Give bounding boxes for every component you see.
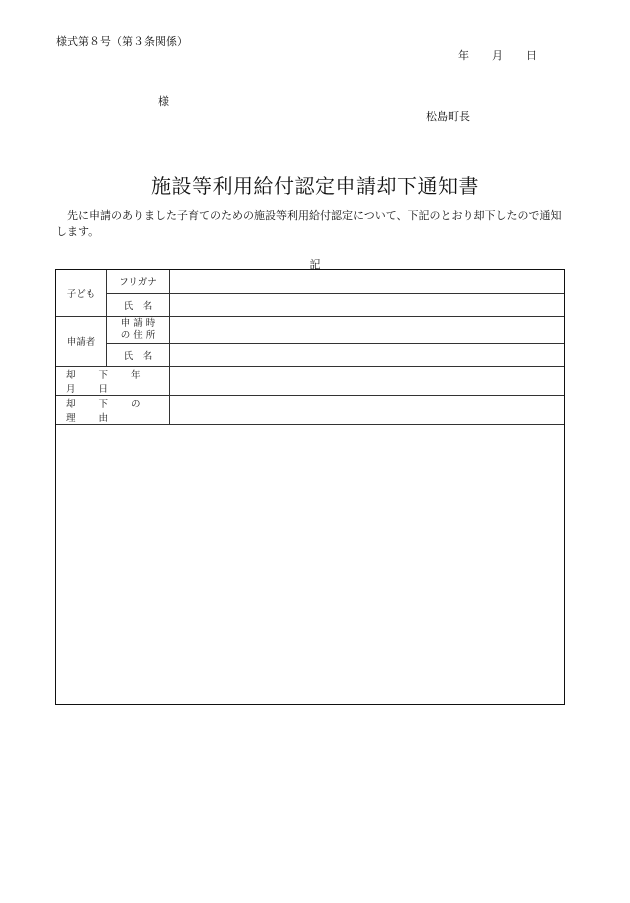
child-name-label: 氏 名 xyxy=(107,293,170,316)
date-line xyxy=(458,47,537,63)
applicant-name-value xyxy=(170,343,565,366)
body-paragraph: 先に申請のありました子育てのための施設等利用給付認定について、下記のとおり却下したので通知します。 xyxy=(56,209,562,238)
child-furigana-value xyxy=(170,270,565,293)
details-table xyxy=(55,269,565,705)
rejection-date-value xyxy=(170,366,565,395)
applicant-address-value xyxy=(170,316,565,343)
ki-heading: 記 xyxy=(309,258,321,271)
child-name-value xyxy=(170,293,565,316)
date-day-label: 日 xyxy=(526,49,537,62)
applicant-group-label: 申請者 xyxy=(56,316,107,366)
applicant-name-label: 氏 名 xyxy=(107,343,170,366)
rejection-reason-label: 却 下 の 理 由 xyxy=(56,395,170,424)
rejection-date-label: 却 下 年 月 日 xyxy=(56,366,170,395)
furigana-label: フリガナ xyxy=(107,270,170,293)
address-label-line1: 申 請 時 xyxy=(120,317,156,329)
address-label xyxy=(107,316,170,343)
free-entry-area xyxy=(56,413,564,704)
addressee-suffix: 様 xyxy=(158,95,169,108)
address-label-line2: の 住 所 xyxy=(120,329,156,341)
form-number: 様式第８号（第３条関係） xyxy=(56,35,188,48)
child-group-label: 子ども xyxy=(56,270,107,316)
date-year-label: 年 xyxy=(458,49,469,62)
issuer-name: 松島町長 xyxy=(426,110,470,123)
document-title: 施設等利用給付認定申請却下通知書 xyxy=(151,174,479,198)
date-month-label: 月 xyxy=(492,49,503,62)
